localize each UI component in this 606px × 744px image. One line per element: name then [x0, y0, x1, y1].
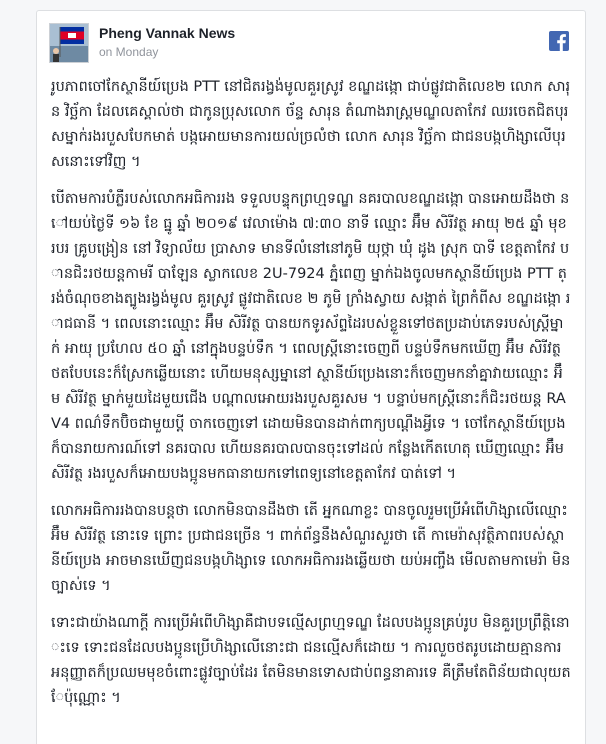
- avatar-photo: [50, 24, 88, 62]
- post-paragraph: ទោះជាយ៉ាងណាក្តី ការប្រើអំពើហិង្សាគឺជាបទល្មើសព្រហ្មទណ្ឌ ដែលបងប្អូនគ្រប់រូប មិនគួរប្រព្រឹត្តិនោះទេ ទោះជនដែលបងប្អូនប្រើហិង្សាលើនោះជា ជនល្មើសក៏ដោយ ។ ការលួចថតរូបដោយគ្មានការ អនុញ្ញាតក៏ប្រឈមមុខចំពោះផ្លូវច្បាប់ដែរ តែមិនមានទោសជាប់ពន្ធនាគារទេ គឺត្រឹមតែពិន័យជាលុយតែប៉ុណ្ណោះ ។: [51, 615, 571, 706]
- page-avatar[interactable]: [49, 23, 89, 63]
- post-timestamp[interactable]: on Monday: [99, 45, 159, 59]
- page-name-link[interactable]: Pheng Vannak News: [99, 25, 236, 41]
- post-body: [37, 69, 585, 711]
- post-paragraph: រូបភាពចៅកែស្ថានីយ៍ប្រេង PTT នៅជិតរង្វង់មូលគួរស្រូវ ខណ្ឌដង្កោ ជាប់ផ្លូវជាតិលេខ២ លោក សារុន វិច្ឆ័កា ដែលគេស្គាល់ថា ជាកូនប្រុសលោក ច័ន្ទ សារុន តំណាងរាស្រ្តមណ្ឌលតាកែវ ឈរចេតជិតបុរសម្នាក់រងរបួសបែកមាត់ បង្កអោយមានការយល់ច្រលំថា លោក សារុន វិច្ឆ័កា ជាជនបង្កហិង្សាលើបុរសនោះទៅវិញ ។: [51, 79, 571, 170]
- post-paragraph: លោកអធិការរងបានបន្តថា លោកមិនបានដឹងថា តើ អ្នកណាខ្លះ បានចូលរួមប្រើអំពើហិង្សាលើឈ្មោះ អ៊ឹម សិរីវត្ថ នោះទេ ព្រោះ ប្រជាជនច្រើន ។ ពាក់ព័ន្ធនឹងសំណួរសួរថា តើ កាមេរ៉ាសុវត្ថិភាពរបស់ស្ថានីយ៍ប្រេង អាចមានឃើញជនបង្កហិង្សាទេ លោកអធិការរងឆ្លើយថា យប់អញ្ចឹង មើលតាមកាមេរ៉ា មិនច្បាស់ទេ ។: [51, 503, 571, 594]
- facebook-icon[interactable]: [549, 31, 569, 51]
- facebook-post-card: [36, 10, 586, 744]
- post-paragraph: បើតាមការបំភ្លឺរបស់លោកអធិការរង ទទួលបន្ទុកព្រហ្មទណ្ឌ នគរបាលខណ្ឌដង្កោ បានអោយដឹងថា នៅយប់ថ្ងៃទី ១៦ ខែ ធ្នូ ឆ្នាំ ២០១៩ វេលាម៉ោង ៧:៣០ នាទី ឈ្មោះ អ៊ឹម សិរីវត្ថ អាយុ ២៥ ឆ្នាំ មុខរបរ គ្រូបង្រៀន នៅ វិទ្យាល័យ ប្រាសាទ មានទីលំនៅនៅភូមិ យុថ្កា ឃុំ ដូង ស្រុក បាទី ខេត្តតាកែវ បានជិះរថយន្តកាមរី បាឡែន ស្លាកលេខ 2U-7924 ភ្នំពេញ ម្នាក់ឯងចូលមកស្ថានីយ៍ប្រេង PTT ត្រង់ចំណុចខាងត្បូងរង្វង់មូល គួរស្រូវ ផ្លូវជាតិលេខ ២ ភូមិ ក្រាំងស្វាយ សង្កាត់ ព្រៃកំពីស ខណ្ឌដង្កោ រាជធានី ។ ពេលនោះឈ្មោះ អ៊ឹម សិរីវត្ថ បានយកទូរស័ព្ទដៃរបស់ខ្លួនទៅថតប្រដាប់ភេទរបស់ស្ត្រីម្នាក់ អាយុ ប្រហែល ៥០ ឆ្នាំ នៅក្នុងបន្ទប់ទឹក ។ ពេលស្ត្រីនោះចេញពី បន្ទប់ទឹកមកឃើញ អ៊ឹម សិរីវត្ថ ថតបែបនេះក៏ស្រែកឆ្លើយនោះ ហើយមនុស្សម្នានៅ ស្ថានីយ៍ប្រេងនោះក៏ចេញមកនាំគ្នាវាយឈ្មោះ អ៊ឹម សិរីវត្ថ ម្នាក់មួយដៃមួយជើង បណ្តាលអោយរងរបួសគួរសម ។ បន្ទាប់មកស្ត្រីនោះក៏ជិះរថយន្ត RAV4 ពណ៌ទឹកប៊ិចជាមួយប្តី ចាកចេញទៅ ដោយមិនបានដាក់ពាក្យបណ្តឹងអ្វីទេ ។ ចៅកែស្ថានីយ៍ប្រេងក៏បានរាយការណ៍ទៅ នគរបាល ហើយនគរបាលបានចុះទៅដល់ កន្លែងកើតហេតុ ឃើញឈ្មោះ អ៊ឹម សិរីវត្ថ រងរបួសក៏អោយបងប្អូនមកធានាយកទៅពេទ្យនៅខេត្តតាកែវ បាត់ទៅ ។: [51, 191, 571, 482]
- post-header: [37, 11, 585, 69]
